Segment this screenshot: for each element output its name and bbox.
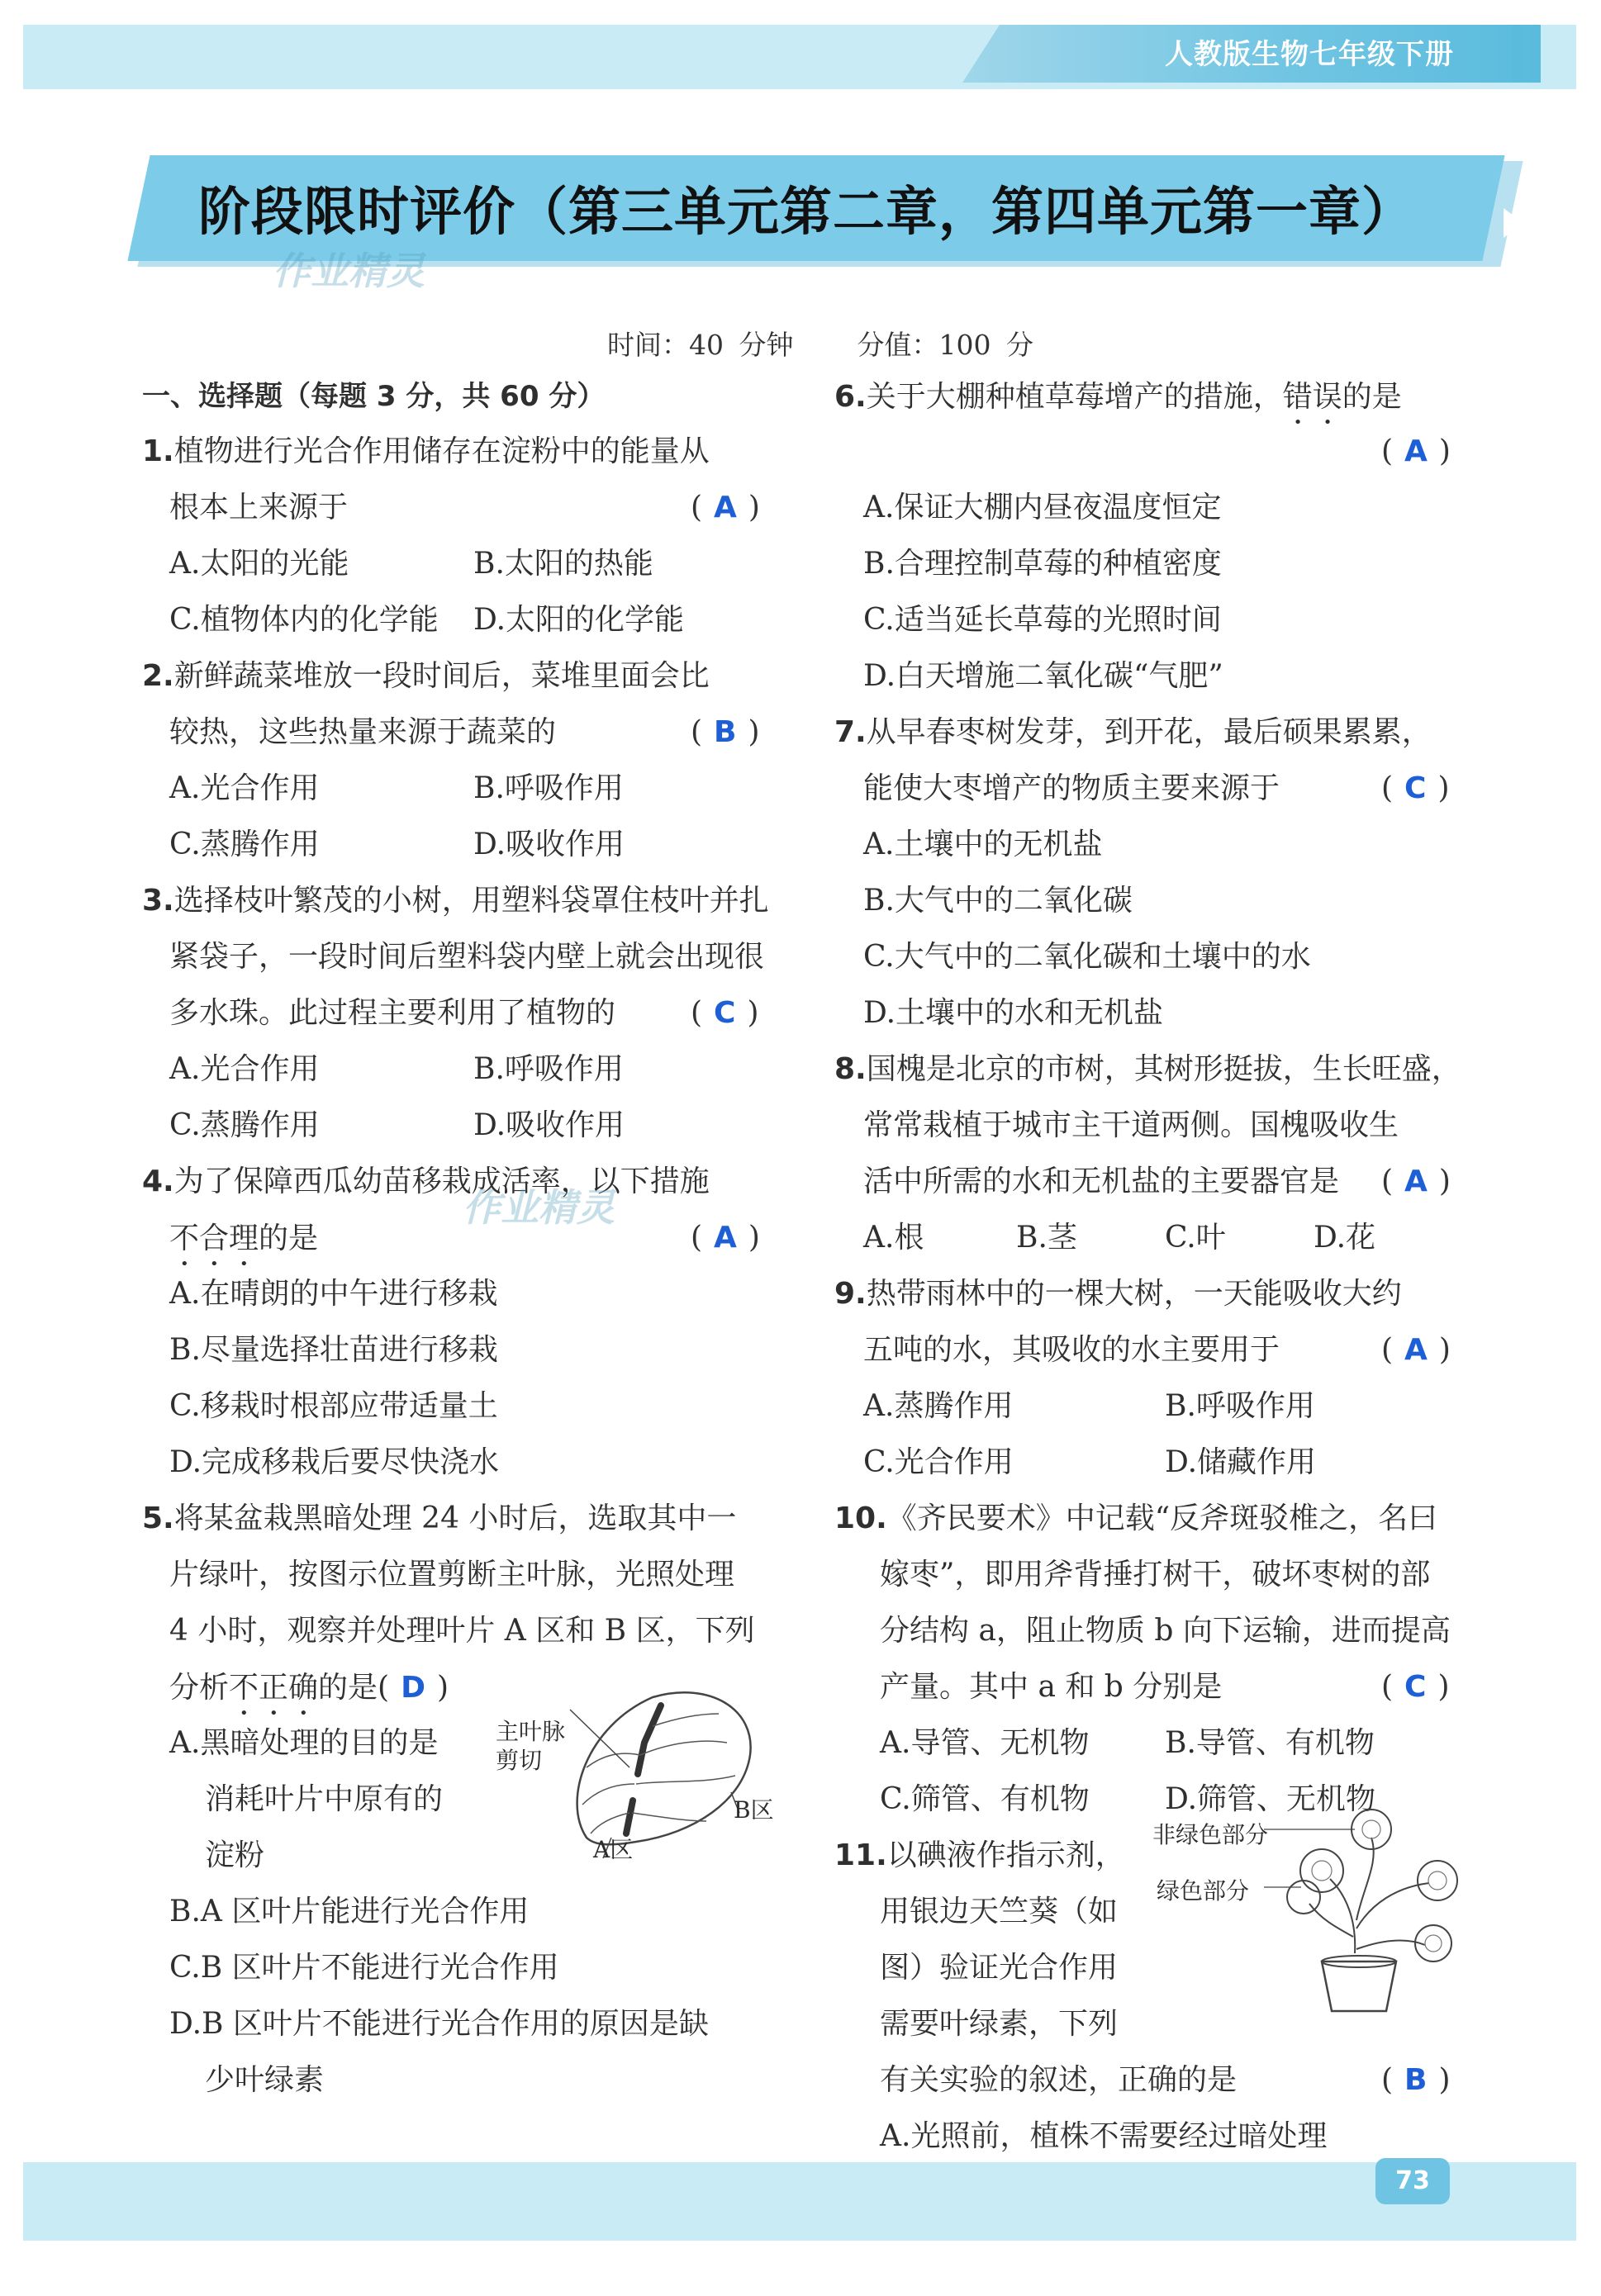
option: A.土壤中的无机盐 (863, 828, 1103, 861)
question-6-line1: 6.关于大棚种植草莓增产的措施，错误的是 (834, 380, 1402, 414)
total-score: 分值：100 分 (857, 329, 1033, 361)
question-9-line2: 五吨的水，其吸收的水主要用于 (863, 1333, 1280, 1367)
title-arrow-icon (1504, 208, 1523, 238)
tab-stripe (1530, 25, 1540, 83)
option: D.吸收作用 (473, 828, 625, 861)
option: A.导管、无机物 (880, 1726, 1090, 1760)
question-11-answer: ( B ) (1381, 2063, 1451, 2097)
option: A.在晴朗的中午进行移栽 (169, 1277, 498, 1311)
option: A.光合作用 (169, 771, 320, 805)
section-heading: 一、选择题（每题 3 分，共 60 分） (142, 380, 606, 413)
option: D.花 (1314, 1221, 1376, 1255)
question-7-answer: ( C ) (1381, 771, 1450, 805)
option: B.呼吸作用 (473, 1052, 624, 1086)
option-cont: 淀粉 (205, 1838, 265, 1872)
question-11-line1: 11.以碘液作指示剂， (834, 1838, 1125, 1872)
question-5-line1: 5.将某盆栽黑暗处理 24 小时后，选取其中一 (142, 1501, 737, 1535)
question-8-line3: 活中所需的水和无机盐的主要器官是 (863, 1165, 1340, 1198)
page-title: 阶段限时评价（第三单元第二章，第四单元第一章） (198, 182, 1414, 242)
option: D.土壤中的水和无机盐 (863, 996, 1164, 1030)
figure-label-b: B区 (734, 1796, 774, 1824)
geranium-figure (1264, 1805, 1479, 2019)
option: A.蒸腾作用 (863, 1389, 1014, 1423)
question-4-answer: ( A ) (691, 1221, 760, 1255)
question-10-line1: 10.《齐民要术》中记载“反斧斑驳椎之，名曰 (834, 1501, 1438, 1535)
question-10-answer: ( C ) (1381, 1670, 1450, 1704)
option: C.适当延长草莓的光照时间 (863, 603, 1222, 637)
time-limit: 时间：40 分钟 (607, 329, 794, 361)
option: C.光合作用 (863, 1445, 1014, 1479)
option: D.储藏作用 (1165, 1445, 1317, 1479)
option: C.筛管、有机物 (880, 1782, 1090, 1816)
question-2-answer: ( B ) (691, 715, 760, 749)
option: B.茎 (1016, 1221, 1077, 1255)
option-cont: 消耗叶片中原有的 (205, 1782, 444, 1816)
option: B.呼吸作用 (1165, 1389, 1315, 1423)
option: C.B 区叶片不能进行光合作用 (169, 1951, 559, 1985)
question-8-line2: 常常栽植于城市主干道两侧。国槐吸收生 (863, 1108, 1399, 1142)
option: D.B 区叶片不能进行光合作用的原因是缺 (169, 2007, 709, 2041)
question-7-line2: 能使大枣增产的物质主要来源于 (863, 771, 1280, 805)
question-3-line3: 多水珠。此过程主要利用了植物的 (169, 996, 616, 1030)
tab-stripe (1512, 25, 1522, 83)
question-11-line4: 需要叶绿素，下列 (880, 2007, 1119, 2041)
question-7-line1: 7.从早春枣树发芽，到开花，最后硕果累累， (834, 715, 1432, 749)
option-cont: 少叶绿素 (205, 2063, 325, 2097)
option: C.蒸腾作用 (169, 1108, 320, 1142)
question-10-line2: 嫁枣”，即用斧背捶打树干，破坏枣树的部 (880, 1558, 1431, 1592)
watermark: 作业精灵 (463, 1185, 615, 1230)
option: B.太阳的热能 (473, 547, 653, 581)
option: B.导管、有机物 (1165, 1726, 1375, 1760)
question-10-line3: 分结构 a，阻止物质 b 向下运输，进而提高 (880, 1614, 1451, 1648)
option: C.大气中的二氧化碳和土壤中的水 (863, 940, 1311, 974)
question-11-line3: 图）验证光合作用 (880, 1951, 1119, 1985)
option: D.吸收作用 (473, 1108, 625, 1142)
option: A.太阳的光能 (169, 547, 349, 581)
option: C.叶 (1165, 1221, 1226, 1255)
bottom-band (23, 2162, 1576, 2241)
question-11-line2: 用银边天竺葵（如 (880, 1895, 1119, 1928)
question-5-line3: 4 小时，观察并处理叶片 A 区和 B 区，下列 (169, 1614, 755, 1648)
option: B.呼吸作用 (473, 771, 624, 805)
question-2-line2: 较热，这些热量来源于蔬菜的 (169, 715, 557, 749)
option: A.根 (863, 1221, 924, 1255)
option: A.黑暗处理的目的是 (169, 1726, 439, 1760)
question-9-answer: ( A ) (1381, 1333, 1451, 1367)
option: B.A 区叶片能进行光合作用 (169, 1895, 530, 1928)
question-8-line1: 8.国槐是北京的市树，其树形挺拔，生长旺盛， (834, 1052, 1461, 1086)
figure-label-green: 绿色部分 (1157, 1877, 1250, 1905)
option: A.光合作用 (169, 1052, 320, 1086)
page-number: 73 (1375, 2158, 1450, 2204)
question-6-answer: ( A ) (1381, 434, 1451, 468)
option: D.完成移栽后要尽快浇水 (169, 1445, 500, 1479)
question-5-line4: 分析不正确的是( D ) (169, 1671, 449, 1705)
question-10-line4: 产量。其中 a 和 b 分别是 (880, 1670, 1223, 1704)
watermark: 作业精灵 (273, 249, 425, 293)
question-3-answer: ( C ) (691, 996, 759, 1030)
question-3-line1: 3.选择枝叶繁茂的小树，用塑料袋罩住枝叶并扎 (142, 884, 769, 918)
figure-label-a: A区 (593, 1836, 634, 1863)
option: C.植物体内的化学能 (169, 603, 439, 637)
option: B.大气中的二氧化碳 (863, 884, 1133, 918)
exam-meta (607, 324, 1033, 363)
question-2-line1: 2.新鲜蔬菜堆放一段时间后，菜堆里面会比 (142, 659, 710, 693)
question-1-line2: 根本上来源于 (169, 491, 349, 524)
option: D.太阳的化学能 (473, 603, 685, 637)
question-11-line5: 有关实验的叙述，正确的是 (880, 2063, 1238, 2097)
question-1-line1: 1.植物进行光合作用储存在淀粉中的能量从 (142, 434, 710, 468)
option: C.移栽时根部应带适量土 (169, 1389, 498, 1423)
figure-label-cut: 剪切 (496, 1747, 543, 1774)
figure-label-nongreen: 非绿色部分 (1152, 1821, 1269, 1848)
option: B.合理控制草莓的种植密度 (863, 547, 1222, 581)
question-1-answer: ( A ) (691, 491, 760, 524)
option: D.筛管、无机物 (1165, 1782, 1376, 1816)
question-3-line2: 紧袋子，一段时间后塑料袋内壁上就会出现很 (169, 940, 765, 974)
figure-label-vein: 主叶脉 (496, 1718, 566, 1745)
question-4-line2: 不合理的是 (169, 1222, 319, 1255)
question-8-answer: ( A ) (1381, 1165, 1451, 1198)
question-5-answer: D (401, 1671, 425, 1705)
option: A.光照前，植株不需要经过暗处理 (880, 2119, 1328, 2153)
question-9-line1: 9.热带雨林中的一棵大树，一天能吸收大约 (834, 1277, 1402, 1311)
option: D.白天增施二氧化碳“气肥” (863, 659, 1223, 693)
option: B.尽量选择壮苗进行移栽 (169, 1333, 498, 1367)
book-label: 人教版生物七年级下册 (1165, 38, 1454, 71)
option: C.蒸腾作用 (169, 828, 320, 861)
question-5-line2: 片绿叶，按图示位置剪断主叶脉，光照处理 (169, 1558, 735, 1592)
option: A.保证大棚内昼夜温度恒定 (863, 491, 1222, 524)
question-4-line1: 4.为了保障西瓜幼苗移栽成活率，以下措施 (142, 1165, 710, 1198)
